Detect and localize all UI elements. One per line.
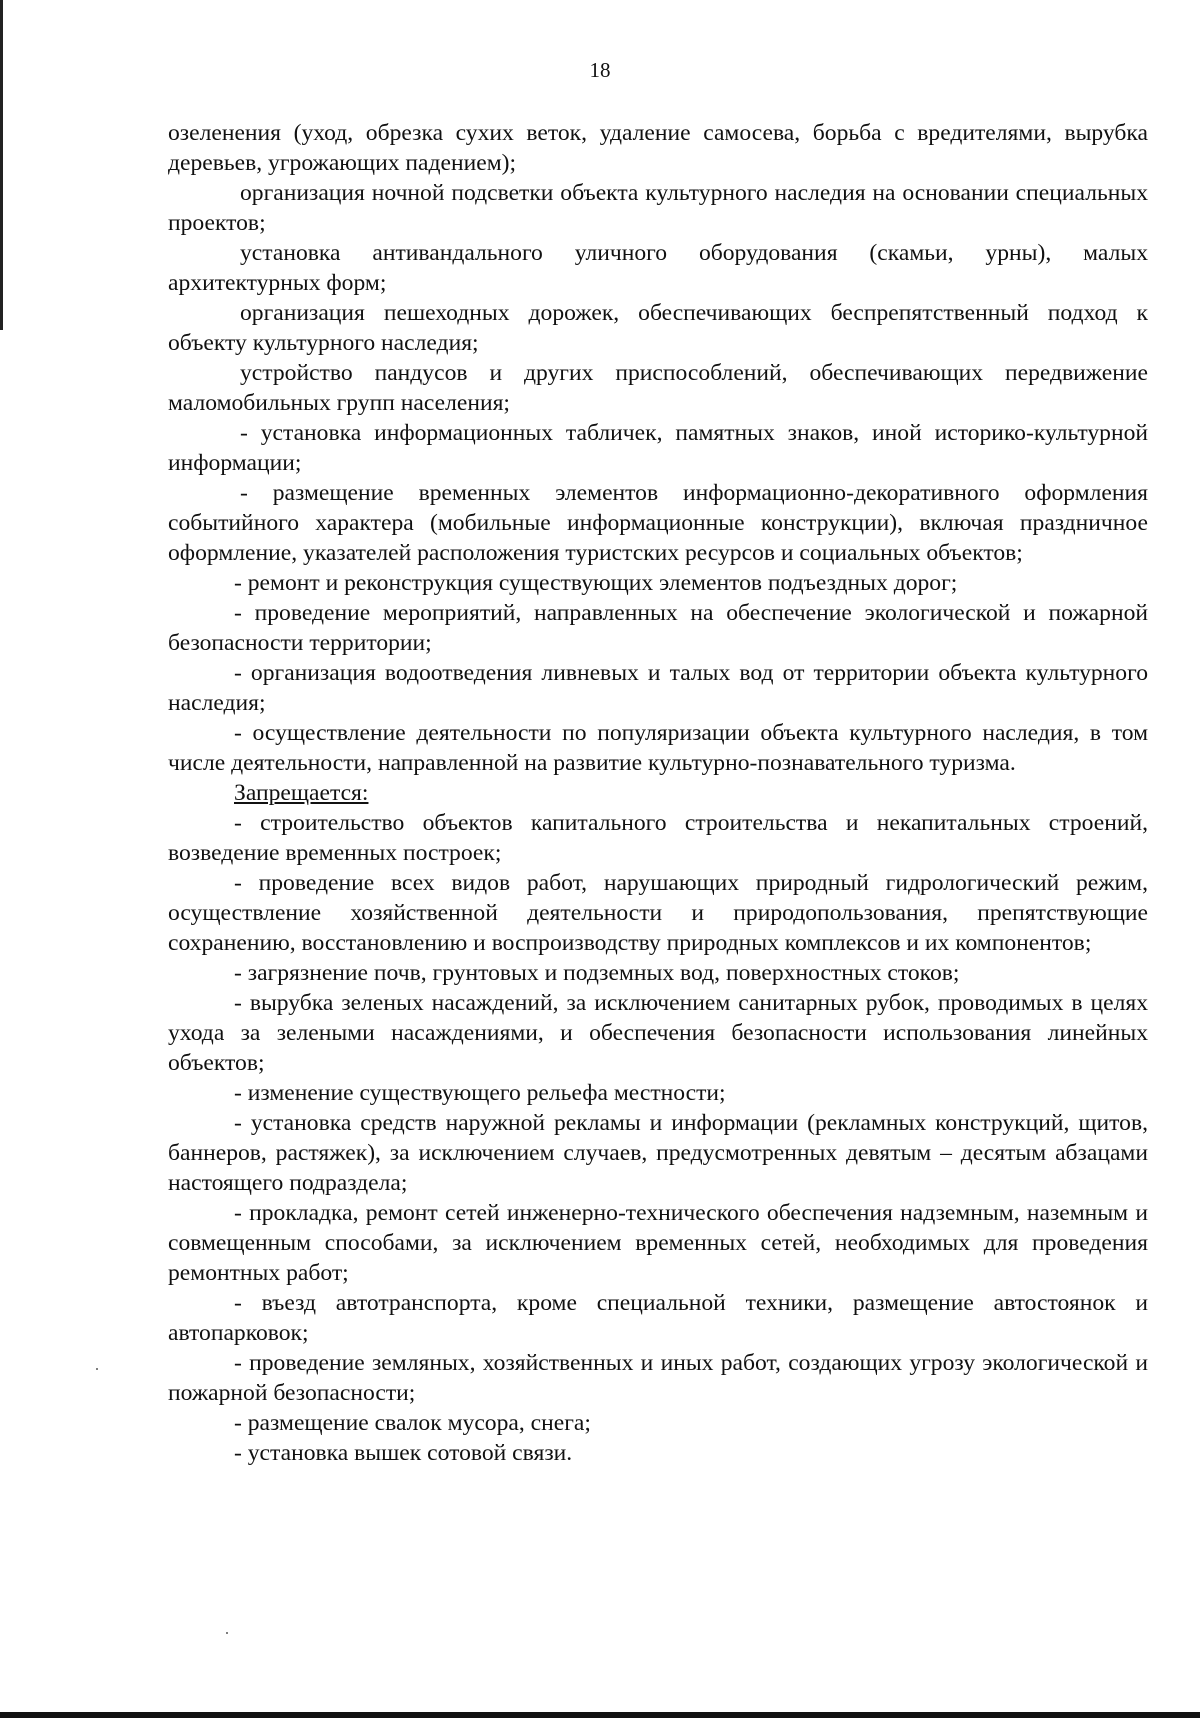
prohibited-item: - изменение существующего рельефа местности; <box>234 1080 726 1106</box>
paragraph: организация ночной подсветки объекта культурного наследия на основании специальных проектов; <box>168 180 1148 236</box>
prohibited-item: - проведение земляных, хозяйственных и иных работ, создающих угрозу экологической и пожарной безопасности; <box>168 1350 1148 1406</box>
prohibited-item: - размещение свалок мусора, снега; <box>234 1410 591 1436</box>
prohibited-item: - вырубка зеленых насаждений, за исключением санитарных рубок, проводимых в целях ухода за зелеными насаждениями, и обеспечения безопасности использования линейных объектов; <box>168 990 1148 1076</box>
section-heading-prohibited <box>168 778 1148 808</box>
paragraph: - осуществление деятельности по популяризации объекта культурного наследия, в том числе деятельности, направленной на развитие культурно-познавательного туризма. <box>168 720 1148 776</box>
paragraph: - установка информационных табличек, памятных знаков, иной историко-культурной информации; <box>168 420 1148 476</box>
paragraph: - организация водоотведения ливневых и талых вод от территории объекта культурного наследия; <box>168 660 1148 716</box>
prohibited-item: - строительство объектов капитального строительства и некапитальных строений, возведение временных построек; <box>168 810 1148 866</box>
paragraph: озеленения (уход, обрезка сухих веток, удаление самосева, борьба с вредителями, вырубка деревьев, угрожающих падением); <box>168 120 1148 176</box>
paragraph: - ремонт и реконструкция существующих элементов подъездных дорог; <box>234 570 958 596</box>
paragraph: установка антивандального уличного оборудования (скамьи, урны), малых архитектурных форм; <box>168 240 1148 296</box>
prohibited-item: - установка средств наружной рекламы и информации (рекламных конструкций, щитов, баннеров, растяжек), за исключением случаев, предусмотренных девятым – десятым абзацами настоящего подраздела; <box>168 1110 1148 1196</box>
page-number: 18 <box>589 58 611 82</box>
document-body <box>168 118 1148 1468</box>
scan-edge-bottom <box>0 1712 1200 1718</box>
prohibited-item: - установка вышек сотовой связи. <box>234 1440 573 1466</box>
prohibited-item: - въезд автотранспорта, кроме специальной техники, размещение автостоянок и автопарковок; <box>168 1290 1148 1346</box>
paragraph: - размещение временных элементов информационно-декоративного оформления событийного характера (мобильные информационные конструкции), включая праздничное оформление, указателей расположения туристских ресурсов и социальных объектов; <box>168 480 1148 566</box>
prohibited-item: - прокладка, ремонт сетей инженерно-технического обеспечения надземным, наземным и совмещенным способами, за исключением временных сетей, необходимых для проведения ремонтных работ; <box>168 1200 1148 1286</box>
scan-speck <box>226 1632 228 1634</box>
scan-speck <box>96 1368 98 1370</box>
paragraph: организация пешеходных дорожек, обеспечивающих беспрепятственный подход к объекту культурного наследия; <box>168 300 1148 356</box>
prohibited-heading-text: Запрещается: <box>234 780 369 806</box>
paragraph: - проведение мероприятий, направленных на обеспечение экологической и пожарной безопасности территории; <box>168 600 1148 656</box>
prohibited-item: - проведение всех видов работ, нарушающих природный гидрологический режим, осуществление хозяйственной деятельности и природопользования, препятствующие сохранению, восстановлению и воспроизводству природных комплексов и их компонентов; <box>168 870 1148 956</box>
paragraph: устройство пандусов и других приспособлений, обеспечивающих передвижение маломобильных групп населения; <box>168 360 1148 416</box>
scan-edge-left <box>0 0 3 330</box>
prohibited-item: - загрязнение почв, грунтовых и подземных вод, поверхностных стоков; <box>234 960 960 986</box>
